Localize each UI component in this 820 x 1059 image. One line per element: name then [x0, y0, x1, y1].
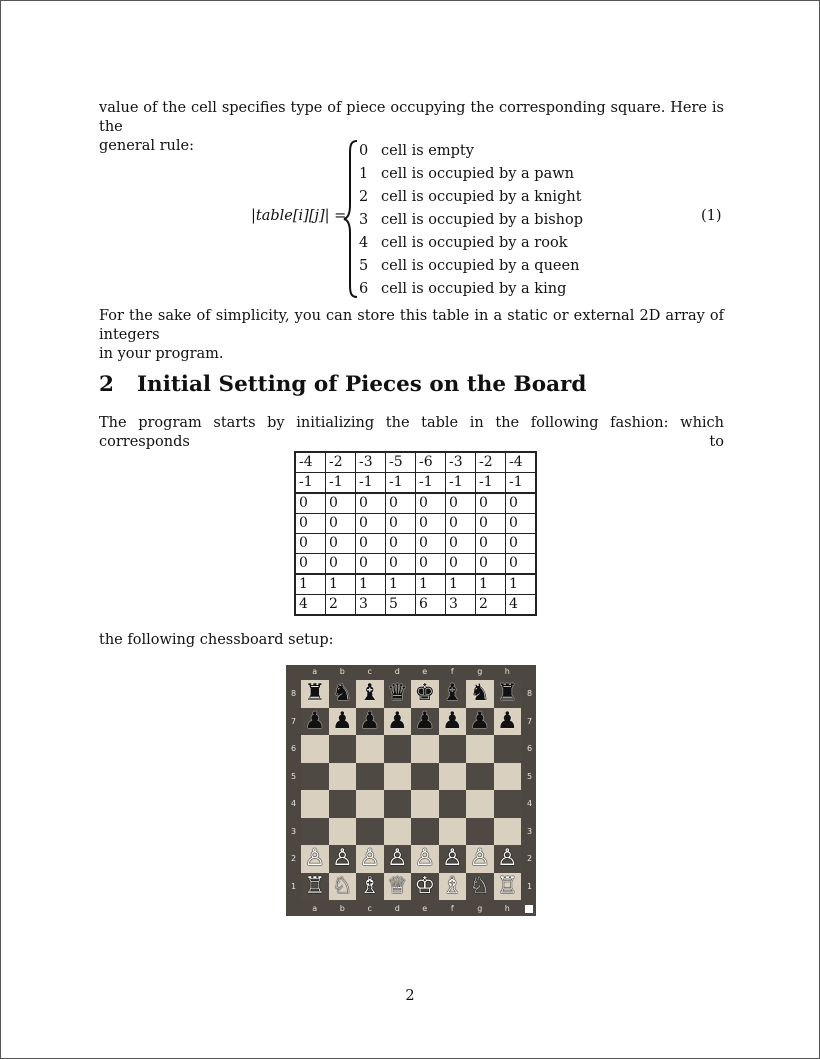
file-label: g — [477, 904, 483, 913]
file-label: e — [422, 904, 428, 913]
case-value: 5 — [359, 258, 369, 274]
square-d3[interactable] — [384, 818, 412, 846]
square-f3[interactable] — [439, 818, 467, 846]
case-description: cell is occupied by a bishop — [381, 212, 584, 228]
square-c6[interactable] — [356, 735, 384, 763]
chess-piece-icon[interactable]: ♖ — [304, 872, 326, 899]
square-c2[interactable] — [356, 845, 384, 873]
square-d5[interactable] — [384, 763, 412, 791]
table-cell: -4 — [506, 452, 537, 473]
case-row — [359, 233, 583, 256]
chess-piece-icon[interactable]: ♟ — [469, 707, 491, 734]
square-g7[interactable] — [466, 708, 494, 736]
square-a7[interactable] — [301, 708, 329, 736]
file-label: e — [422, 667, 428, 676]
square-g2[interactable] — [466, 845, 494, 873]
chessboard — [286, 665, 536, 916]
square-e7[interactable] — [411, 708, 439, 736]
chess-piece-icon[interactable]: ♔ — [414, 872, 436, 899]
table-cell: -1 — [326, 473, 356, 494]
case-value: 1 — [359, 166, 369, 182]
table-cell: 0 — [416, 534, 446, 554]
paragraph-initialization: The program starts by initializing the table in the following fashion: which corresponds to — [99, 415, 724, 450]
case-row — [359, 210, 583, 233]
chess-piece-icon[interactable]: ♝ — [441, 680, 463, 707]
table-row — [295, 574, 536, 595]
square-g4[interactable] — [466, 790, 494, 818]
square-d1[interactable] — [384, 873, 412, 901]
square-f4[interactable] — [439, 790, 467, 818]
table-cell: 0 — [446, 554, 476, 575]
chessboard-squares — [301, 680, 521, 900]
table-cell: 0 — [446, 493, 476, 514]
chess-piece-icon[interactable]: ♙ — [469, 845, 491, 872]
case-description: cell is occupied by a pawn — [381, 166, 574, 182]
equation-cases — [359, 141, 583, 302]
table-cell: 0 — [295, 534, 326, 554]
table-cell: 0 — [326, 554, 356, 575]
square-h5[interactable] — [494, 763, 522, 791]
case-row — [359, 141, 583, 164]
table-cell: -2 — [326, 452, 356, 473]
square-e5[interactable] — [411, 763, 439, 791]
table-cell: -6 — [416, 452, 446, 473]
chess-piece-icon[interactable]: ♞ — [331, 680, 353, 707]
square-a6[interactable] — [301, 735, 329, 763]
square-f5[interactable] — [439, 763, 467, 791]
file-label: b — [339, 667, 345, 676]
case-description: cell is occupied by a rook — [381, 235, 568, 251]
table-cell: 1 — [446, 574, 476, 595]
page-number: 2 — [405, 988, 415, 1004]
table-cell: 0 — [506, 534, 537, 554]
square-g6[interactable] — [466, 735, 494, 763]
square-c8[interactable] — [356, 680, 384, 708]
square-a5[interactable] — [301, 763, 329, 791]
table-cell: 0 — [295, 493, 326, 514]
chess-piece-icon[interactable]: ♛ — [386, 680, 408, 707]
square-h4[interactable] — [494, 790, 522, 818]
chess-piece-icon[interactable]: ♗ — [441, 872, 463, 899]
table-cell: 0 — [476, 534, 506, 554]
square-e3[interactable] — [411, 818, 439, 846]
square-f1[interactable] — [439, 873, 467, 901]
square-b5[interactable] — [329, 763, 357, 791]
table-cell: 0 — [446, 534, 476, 554]
chess-piece-icon[interactable]: ♙ — [441, 845, 463, 872]
table-cell: 3 — [446, 595, 476, 616]
table-cell: 0 — [506, 514, 537, 534]
rank-label: 6 — [526, 744, 533, 753]
case-row — [359, 187, 583, 210]
table-cell: 2 — [326, 595, 356, 616]
square-f7[interactable] — [439, 708, 467, 736]
equation-number: (1) — [701, 208, 722, 224]
rank-label: 5 — [290, 771, 297, 781]
rank-label: 2 — [290, 854, 297, 863]
rank-label: 1 — [526, 881, 533, 891]
square-g3[interactable] — [466, 818, 494, 846]
square-b4[interactable] — [329, 790, 357, 818]
table-cell: 0 — [386, 514, 416, 534]
table-cell: 3 — [356, 595, 386, 616]
table-row — [295, 473, 536, 494]
file-label: c — [367, 667, 372, 676]
chess-piece-icon[interactable]: ♜ — [496, 680, 518, 707]
square-f6[interactable] — [439, 735, 467, 763]
table-cell: 1 — [356, 574, 386, 595]
table-cell: 0 — [416, 493, 446, 514]
chess-piece-icon[interactable]: ♟ — [386, 707, 408, 734]
table-cell: -1 — [506, 473, 537, 494]
chess-piece-icon[interactable]: ♟ — [414, 707, 436, 734]
square-b1[interactable] — [329, 873, 357, 901]
file-label: d — [394, 667, 400, 676]
table-cell: 0 — [476, 493, 506, 514]
table-cell: 1 — [386, 574, 416, 595]
equation-lhs: |table[i][j]| = — [251, 208, 347, 224]
table-cell: 0 — [326, 514, 356, 534]
rank-label: 8 — [290, 689, 297, 698]
paragraph-board-setup: the following chessboard setup: — [99, 632, 334, 648]
rank-label: 4 — [290, 799, 297, 808]
chess-piece-icon[interactable]: ♝ — [359, 680, 381, 707]
square-e8[interactable] — [411, 680, 439, 708]
chess-piece-icon[interactable]: ♙ — [331, 845, 353, 872]
table-cell: 0 — [506, 493, 537, 514]
chess-piece-icon[interactable]: ♙ — [304, 845, 326, 872]
case-value: 2 — [359, 189, 369, 205]
table-cell: -5 — [386, 452, 416, 473]
square-h2[interactable] — [494, 845, 522, 873]
chess-piece-icon[interactable]: ♘ — [331, 872, 353, 899]
case-value: 4 — [359, 235, 369, 251]
square-d7[interactable] — [384, 708, 412, 736]
file-label: g — [477, 667, 483, 676]
table-cell: 0 — [356, 534, 386, 554]
file-label: c — [367, 904, 372, 913]
square-e6[interactable] — [411, 735, 439, 763]
square-a3[interactable] — [301, 818, 329, 846]
file-label: d — [394, 904, 400, 913]
chess-piece-icon[interactable]: ♖ — [496, 872, 518, 899]
case-row — [359, 164, 583, 187]
square-b6[interactable] — [329, 735, 357, 763]
case-description: cell is occupied by a knight — [381, 189, 582, 205]
file-label: h — [504, 667, 510, 676]
rank-label: 3 — [526, 826, 533, 836]
square-g1[interactable] — [466, 873, 494, 901]
case-description: cell is occupied by a king — [381, 281, 567, 297]
square-e2[interactable] — [411, 845, 439, 873]
square-c1[interactable] — [356, 873, 384, 901]
square-h7[interactable] — [494, 708, 522, 736]
square-d2[interactable] — [384, 845, 412, 873]
table-cell: 0 — [326, 534, 356, 554]
chess-piece-icon[interactable]: ♟ — [304, 707, 326, 734]
table-cell: 0 — [506, 554, 537, 575]
table-cell: 1 — [295, 574, 326, 595]
table-cell: 0 — [386, 493, 416, 514]
square-a8[interactable] — [301, 680, 329, 708]
square-h1[interactable] — [494, 873, 522, 901]
table-cell: 0 — [476, 514, 506, 534]
table-cell: 0 — [295, 554, 326, 575]
chess-piece-icon[interactable]: ♕ — [386, 872, 408, 899]
square-d6[interactable] — [384, 735, 412, 763]
rank-label: 4 — [526, 799, 533, 808]
table-cell: 4 — [295, 595, 326, 616]
chess-piece-icon[interactable]: ♗ — [359, 872, 381, 899]
paragraph-simplicity: For the sake of simplicity, you can store this table in a static or external 2D array of integers in your program. — [99, 308, 724, 362]
chess-piece-icon[interactable]: ♘ — [469, 872, 491, 899]
table-cell: 6 — [416, 595, 446, 616]
table-cell: 0 — [326, 493, 356, 514]
table-cell: -1 — [386, 473, 416, 494]
table-cell: 0 — [356, 554, 386, 575]
chess-piece-icon[interactable]: ♟ — [441, 707, 463, 734]
case-value: 6 — [359, 281, 369, 297]
file-label: h — [504, 904, 510, 913]
table-cell: -1 — [446, 473, 476, 494]
table-cell: -2 — [476, 452, 506, 473]
square-d8[interactable] — [384, 680, 412, 708]
file-label: a — [312, 667, 318, 676]
square-b7[interactable] — [329, 708, 357, 736]
case-description: cell is empty — [381, 143, 474, 159]
chess-piece-icon[interactable]: ♟ — [496, 707, 518, 734]
section-heading: 2 Initial Setting of Pieces on the Board — [99, 372, 587, 397]
square-b8[interactable] — [329, 680, 357, 708]
table-cell: -1 — [416, 473, 446, 494]
table-cell: 1 — [476, 574, 506, 595]
rank-label: 6 — [290, 744, 297, 753]
chess-piece-icon[interactable]: ♟ — [331, 707, 353, 734]
table-cell: 0 — [386, 534, 416, 554]
chess-piece-icon[interactable]: ♞ — [469, 680, 491, 707]
file-label: f — [450, 904, 454, 913]
table-cell: 1 — [326, 574, 356, 595]
rank-label: 5 — [526, 771, 533, 781]
square-d4[interactable] — [384, 790, 412, 818]
square-e4[interactable] — [411, 790, 439, 818]
rank-label: 2 — [526, 854, 533, 863]
rank-label: 3 — [290, 826, 297, 836]
square-e1[interactable] — [411, 873, 439, 901]
square-g8[interactable] — [466, 680, 494, 708]
rank-label: 1 — [290, 881, 297, 891]
square-c7[interactable] — [356, 708, 384, 736]
table-row — [295, 514, 536, 534]
file-label: f — [450, 667, 454, 676]
chess-piece-icon[interactable]: ♙ — [359, 845, 381, 872]
square-c5[interactable] — [356, 763, 384, 791]
table-cell: 1 — [416, 574, 446, 595]
case-value: 0 — [359, 143, 369, 159]
case-row — [359, 256, 583, 279]
table-cell: 0 — [356, 514, 386, 534]
table-cell: 0 — [295, 514, 326, 534]
table-cell: 0 — [476, 554, 506, 575]
square-g5[interactable] — [466, 763, 494, 791]
table-row — [295, 554, 536, 575]
case-description: cell is occupied by a queen — [381, 258, 580, 274]
table-cell: 5 — [386, 595, 416, 616]
table-cell: 0 — [386, 554, 416, 575]
table-cell: 4 — [506, 595, 537, 616]
square-h3[interactable] — [494, 818, 522, 846]
file-label: a — [312, 904, 318, 913]
table-cell: -3 — [356, 452, 386, 473]
chess-piece-icon[interactable]: ♜ — [304, 680, 326, 707]
table-row — [295, 595, 536, 616]
square-b2[interactable] — [329, 845, 357, 873]
square-a2[interactable] — [301, 845, 329, 873]
table-cell: 0 — [446, 514, 476, 534]
table-cell: -1 — [356, 473, 386, 494]
square-f8[interactable] — [439, 680, 467, 708]
table-cell: -1 — [295, 473, 326, 494]
table-cell: 1 — [506, 574, 537, 595]
table-cell: -1 — [476, 473, 506, 494]
square-a4[interactable] — [301, 790, 329, 818]
square-a1[interactable] — [301, 873, 329, 901]
table-cell: 0 — [416, 554, 446, 575]
table-row — [295, 452, 536, 473]
rank-label: 7 — [526, 716, 533, 726]
table-cell: -3 — [446, 452, 476, 473]
file-label: b — [339, 904, 345, 913]
square-h8[interactable] — [494, 680, 522, 708]
square-h6[interactable] — [494, 735, 522, 763]
initial-table — [294, 451, 537, 616]
board-corner-marker — [525, 905, 533, 913]
rank-label: 7 — [290, 716, 297, 726]
chess-piece-icon[interactable]: ♙ — [414, 845, 436, 872]
paragraph-cell-value: value of the cell specifies type of piece occupying the corresponding square. Here is the general rule: — [99, 100, 724, 154]
square-b3[interactable] — [329, 818, 357, 846]
table-row — [295, 534, 536, 554]
square-c3[interactable] — [356, 818, 384, 846]
table-cell: 2 — [476, 595, 506, 616]
table-cell: 0 — [416, 514, 446, 534]
table-cell: -4 — [295, 452, 326, 473]
chess-piece-icon[interactable]: ♚ — [414, 680, 436, 707]
table-row — [295, 493, 536, 514]
square-c4[interactable] — [356, 790, 384, 818]
case-value: 3 — [359, 212, 369, 228]
chess-piece-icon[interactable]: ♟ — [359, 707, 381, 734]
table-cell: 0 — [356, 493, 386, 514]
chess-piece-icon[interactable]: ♙ — [386, 845, 408, 872]
chess-piece-icon[interactable]: ♙ — [496, 845, 518, 872]
square-f2[interactable] — [439, 845, 467, 873]
rank-label: 8 — [526, 689, 533, 698]
case-row — [359, 279, 583, 302]
